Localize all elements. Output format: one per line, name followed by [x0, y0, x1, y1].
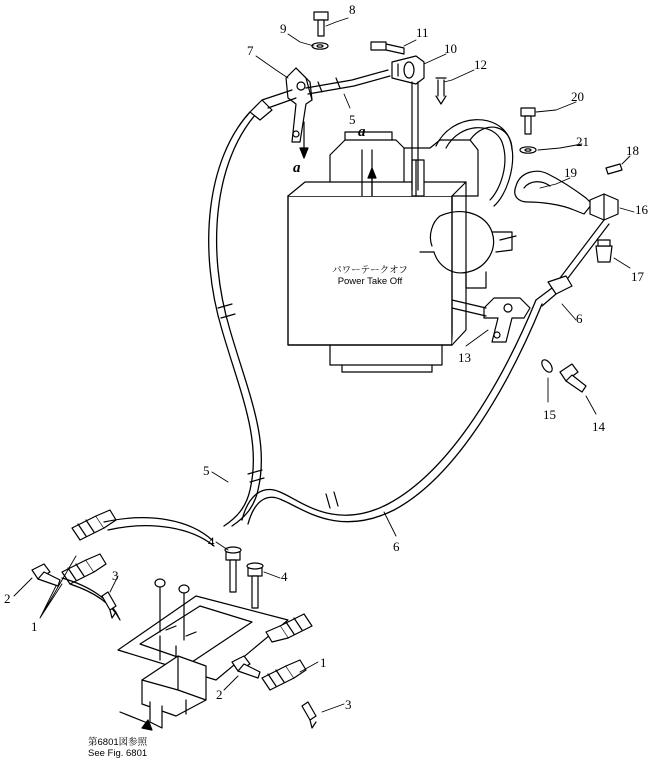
valve-block	[142, 656, 206, 728]
clamp-item-4-right	[247, 563, 263, 608]
callout-1-right: 1	[320, 655, 327, 670]
fitting-item-1-upper-left-2	[72, 510, 116, 540]
pto-label-jp: パワーテークオフ	[332, 265, 408, 276]
washer-item-15	[540, 358, 555, 374]
callout-19: 19	[564, 165, 577, 180]
hose-upper	[104, 518, 212, 540]
link-rod-item-6-right	[536, 220, 609, 306]
pto-label	[300, 265, 440, 287]
cable-item-5	[209, 90, 296, 526]
callout-6-lower: 6	[393, 539, 400, 554]
callout-15: 15	[543, 407, 556, 422]
bolt-item-20	[521, 108, 535, 134]
callout-17: 17	[631, 269, 644, 284]
bolt-item-2-left	[32, 564, 60, 586]
callout-4: 4	[208, 534, 215, 549]
callout-3-bottom: 3	[345, 697, 352, 712]
rod-item-5	[306, 70, 390, 94]
callout-6: 6	[576, 311, 583, 326]
callout-14: 14	[592, 419, 605, 434]
callout-16: 16	[635, 202, 648, 217]
callout-5-lower: 5	[203, 463, 210, 478]
bracket-item-13	[484, 298, 530, 342]
bracket-item-7	[286, 68, 312, 142]
bolt-item-8	[314, 12, 328, 36]
reference-note-en: See Fig. 6801	[88, 748, 148, 759]
joint-item-10	[371, 42, 446, 104]
callout-8: 8	[349, 2, 356, 17]
washer-item-21	[520, 147, 536, 153]
callout-4-right: 4	[281, 569, 288, 584]
reference-note-jp: 第6801図参照	[88, 737, 148, 748]
callout-9: 9	[280, 21, 287, 36]
pin-item-3-bottom	[302, 702, 316, 728]
callout-1: 1	[31, 619, 38, 634]
reference-marker	[120, 712, 152, 730]
callout-18: 18	[626, 143, 639, 158]
callout-3: 3	[112, 568, 119, 583]
plug-item-17	[596, 240, 612, 262]
callout-11: 11	[416, 25, 429, 40]
pin-item-18	[606, 164, 622, 174]
reference-note	[88, 737, 147, 759]
callout-2: 2	[4, 591, 11, 606]
callout-21: 21	[576, 134, 589, 149]
bolt-item-14	[560, 364, 586, 392]
pto-label-en: Power Take Off	[337, 276, 403, 287]
clamp-item-4-left	[225, 547, 241, 592]
section-mark-a-lower: a	[293, 160, 301, 176]
section-mark-a-upper: a	[358, 124, 366, 140]
callout-13: 13	[458, 350, 471, 365]
lever-item-19	[515, 171, 592, 214]
callout-12: 12	[474, 57, 487, 72]
fitting-item-1-bottom	[262, 660, 306, 690]
nut-item-16	[590, 194, 618, 220]
callout-7: 7	[247, 43, 254, 58]
bolt-item-2-bottom	[232, 656, 260, 678]
callout-20: 20	[571, 89, 584, 104]
callout-2-bottom: 2	[216, 687, 223, 702]
pin-item-3-left	[102, 592, 116, 618]
callout-10: 10	[444, 41, 457, 56]
callout-5: 5	[349, 112, 356, 127]
